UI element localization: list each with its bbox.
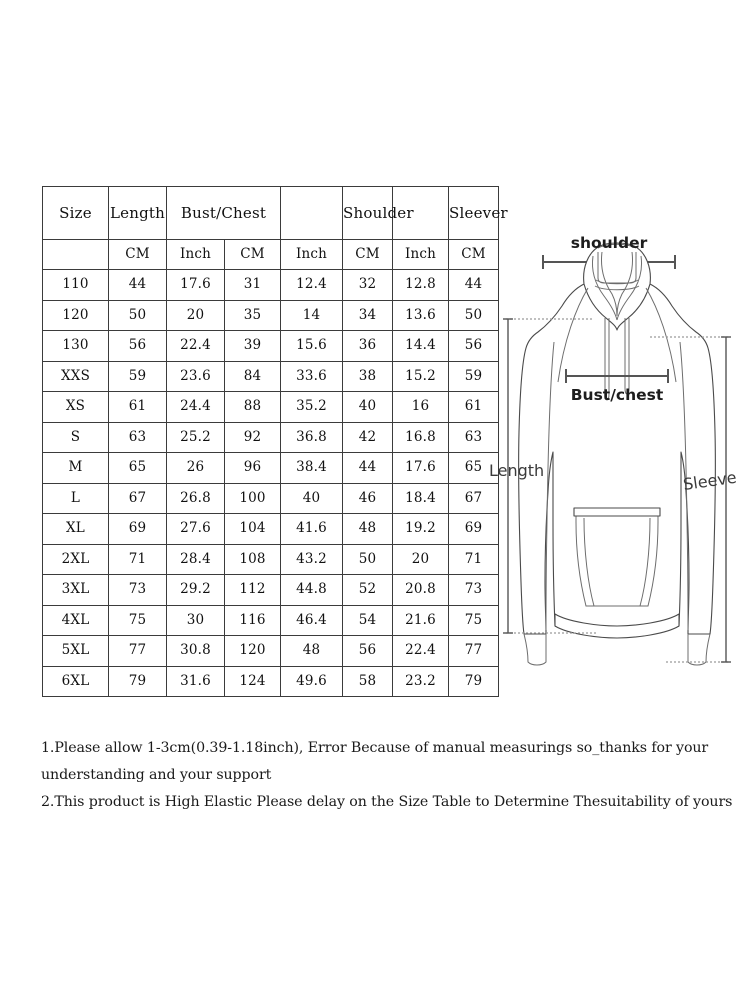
cell-shoulder-inch: 13.6 xyxy=(393,300,449,331)
length-label: Length xyxy=(489,461,545,480)
cell-sleever-cm: 50 xyxy=(449,300,499,331)
cell-shoulder-cm: 36 xyxy=(343,331,393,362)
footer-notes xyxy=(41,735,731,816)
cell-bust-inch: 35.2 xyxy=(281,392,343,423)
cell-shoulder-inch: 22.4 xyxy=(393,636,449,667)
cell-shoulder-cm: 42 xyxy=(343,422,393,453)
cell-bust-cm: 88 xyxy=(225,392,281,423)
table-row xyxy=(43,636,499,667)
table-row xyxy=(43,270,499,301)
cell-sleever-cm: 69 xyxy=(449,514,499,545)
unit-sleever-cm: CM xyxy=(449,240,499,270)
cell-length-inch: 27.6 xyxy=(167,514,225,545)
cell-bust-inch: 15.6 xyxy=(281,331,343,362)
cell-bust-cm: 84 xyxy=(225,361,281,392)
cell-size: 2XL xyxy=(43,544,109,575)
cell-length-inch: 29.2 xyxy=(167,575,225,606)
table-header-row xyxy=(43,187,499,240)
sleeve-label: Sleeve xyxy=(681,467,738,494)
cell-length-cm: 44 xyxy=(109,270,167,301)
cell-bust-cm: 120 xyxy=(225,636,281,667)
cell-sleever-cm: 77 xyxy=(449,636,499,667)
cell-sleever-cm: 65 xyxy=(449,453,499,484)
cell-shoulder-cm: 32 xyxy=(343,270,393,301)
cell-shoulder-cm: 38 xyxy=(343,361,393,392)
cell-length-inch: 20 xyxy=(167,300,225,331)
cell-shoulder-cm: 44 xyxy=(343,453,393,484)
table-row xyxy=(43,361,499,392)
cell-length-cm: 59 xyxy=(109,361,167,392)
table-row xyxy=(43,605,499,636)
cell-sleever-cm: 79 xyxy=(449,666,499,697)
column-header-length: Length xyxy=(109,187,167,240)
cell-shoulder-inch: 18.4 xyxy=(393,483,449,514)
size-chart-table xyxy=(42,186,508,697)
table-row xyxy=(43,514,499,545)
cell-length-cm: 75 xyxy=(109,605,167,636)
cell-shoulder-inch: 16 xyxy=(393,392,449,423)
bust-chest-label: Bust/chest xyxy=(570,386,664,404)
cell-sleever-cm: 59 xyxy=(449,361,499,392)
unit-bust-inch: Inch xyxy=(281,240,343,270)
cell-sleever-cm: 44 xyxy=(449,270,499,301)
cell-bust-cm: 35 xyxy=(225,300,281,331)
cell-length-cm: 77 xyxy=(109,636,167,667)
unit-shoulder-inch: Inch xyxy=(393,240,449,270)
cell-bust-inch: 14 xyxy=(281,300,343,331)
cell-bust-cm: 116 xyxy=(225,605,281,636)
table-row xyxy=(43,544,499,575)
cell-length-cm: 63 xyxy=(109,422,167,453)
column-header-sleever: Sleever xyxy=(449,187,499,240)
cell-bust-inch: 49.6 xyxy=(281,666,343,697)
cell-length-cm: 50 xyxy=(109,300,167,331)
cell-bust-inch: 33.6 xyxy=(281,361,343,392)
cell-shoulder-inch: 23.2 xyxy=(393,666,449,697)
column-header-shoulder: Shoulder xyxy=(343,187,393,240)
cell-bust-cm: 31 xyxy=(225,270,281,301)
cell-shoulder-inch: 12.8 xyxy=(393,270,449,301)
cell-shoulder-inch: 20.8 xyxy=(393,575,449,606)
note-line-1: 1.Please allow 1-3cm(0.39-1.18inch), Error Because of manual measurings so_thanks for your xyxy=(41,740,709,756)
cell-bust-inch: 41.6 xyxy=(281,514,343,545)
unit-length-inch: Inch xyxy=(167,240,225,270)
cell-shoulder-inch: 15.2 xyxy=(393,361,449,392)
cell-shoulder-cm: 52 xyxy=(343,575,393,606)
cell-shoulder-cm: 50 xyxy=(343,544,393,575)
column-header-bust-chest: Bust/Chest xyxy=(167,187,281,240)
table-unit-row xyxy=(43,240,499,270)
cell-size: 3XL xyxy=(43,575,109,606)
cell-length-inch: 26.8 xyxy=(167,483,225,514)
cell-bust-inch: 12.4 xyxy=(281,270,343,301)
cell-size: L xyxy=(43,483,109,514)
unit-size-blank xyxy=(43,240,109,270)
cell-size: XXS xyxy=(43,361,109,392)
cell-shoulder-inch: 16.8 xyxy=(393,422,449,453)
column-header-blank-1 xyxy=(281,187,343,240)
cell-shoulder-cm: 48 xyxy=(343,514,393,545)
cell-shoulder-inch: 17.6 xyxy=(393,453,449,484)
unit-shoulder-cm: CM xyxy=(343,240,393,270)
cell-sleever-cm: 73 xyxy=(449,575,499,606)
cell-shoulder-inch: 19.2 xyxy=(393,514,449,545)
cell-bust-cm: 104 xyxy=(225,514,281,545)
cell-bust-cm: 96 xyxy=(225,453,281,484)
cell-sleever-cm: 71 xyxy=(449,544,499,575)
cell-length-cm: 79 xyxy=(109,666,167,697)
cell-sleever-cm: 75 xyxy=(449,605,499,636)
cell-length-inch: 22.4 xyxy=(167,331,225,362)
cell-length-cm: 69 xyxy=(109,514,167,545)
cell-shoulder-cm: 58 xyxy=(343,666,393,697)
cell-length-cm: 65 xyxy=(109,453,167,484)
cell-size: XS xyxy=(43,392,109,423)
note-line-3: 2.This product is High Elastic Please delay on the Size Table to Determine Thesuitability of yours xyxy=(41,794,733,810)
cell-length-inch: 24.4 xyxy=(167,392,225,423)
cell-bust-cm: 100 xyxy=(225,483,281,514)
cell-sleever-cm: 56 xyxy=(449,331,499,362)
cell-size: XL xyxy=(43,514,109,545)
cell-bust-inch: 38.4 xyxy=(281,453,343,484)
cell-length-inch: 17.6 xyxy=(167,270,225,301)
cell-length-cm: 73 xyxy=(109,575,167,606)
note-line-2: understanding and your support xyxy=(41,767,272,783)
cell-bust-inch: 40 xyxy=(281,483,343,514)
cell-length-cm: 56 xyxy=(109,331,167,362)
table-row xyxy=(43,483,499,514)
cell-length-inch: 30.8 xyxy=(167,636,225,667)
unit-bust-cm: CM xyxy=(225,240,281,270)
cell-shoulder-inch: 20 xyxy=(393,544,449,575)
table-row xyxy=(43,666,499,697)
cell-bust-inch: 43.2 xyxy=(281,544,343,575)
cell-length-inch: 28.4 xyxy=(167,544,225,575)
cell-bust-inch: 46.4 xyxy=(281,605,343,636)
cell-size: 5XL xyxy=(43,636,109,667)
cell-size: S xyxy=(43,422,109,453)
cell-bust-cm: 124 xyxy=(225,666,281,697)
table-row xyxy=(43,392,499,423)
cell-shoulder-cm: 40 xyxy=(343,392,393,423)
cell-length-cm: 61 xyxy=(109,392,167,423)
cell-length-inch: 31.6 xyxy=(167,666,225,697)
cell-sleever-cm: 63 xyxy=(449,422,499,453)
cell-bust-cm: 112 xyxy=(225,575,281,606)
cell-shoulder-inch: 14.4 xyxy=(393,331,449,362)
cell-length-inch: 26 xyxy=(167,453,225,484)
cell-length-inch: 25.2 xyxy=(167,422,225,453)
cell-bust-inch: 36.8 xyxy=(281,422,343,453)
cell-bust-inch: 44.8 xyxy=(281,575,343,606)
cell-size: M xyxy=(43,453,109,484)
cell-length-cm: 71 xyxy=(109,544,167,575)
table-row xyxy=(43,331,499,362)
table-row xyxy=(43,300,499,331)
table-row xyxy=(43,453,499,484)
cell-size: 120 xyxy=(43,300,109,331)
cell-sleever-cm: 67 xyxy=(449,483,499,514)
cell-size: 6XL xyxy=(43,666,109,697)
cell-shoulder-cm: 34 xyxy=(343,300,393,331)
cell-shoulder-cm: 46 xyxy=(343,483,393,514)
cell-shoulder-inch: 21.6 xyxy=(393,605,449,636)
cell-sleever-cm: 61 xyxy=(449,392,499,423)
cell-shoulder-cm: 56 xyxy=(343,636,393,667)
cell-bust-cm: 108 xyxy=(225,544,281,575)
cell-shoulder-cm: 54 xyxy=(343,605,393,636)
cell-size: 130 xyxy=(43,331,109,362)
cell-bust-cm: 39 xyxy=(225,331,281,362)
cell-length-inch: 30 xyxy=(167,605,225,636)
cell-bust-inch: 48 xyxy=(281,636,343,667)
cell-size: 110 xyxy=(43,270,109,301)
hoodie-measurement-diagram xyxy=(488,222,746,702)
cell-length-cm: 67 xyxy=(109,483,167,514)
table-row xyxy=(43,575,499,606)
cell-length-inch: 23.6 xyxy=(167,361,225,392)
shoulder-label: shoulder xyxy=(570,234,648,252)
column-header-size: Size xyxy=(43,187,109,240)
cell-bust-cm: 92 xyxy=(225,422,281,453)
hoodie-outline xyxy=(519,243,716,665)
size-chart-table-container xyxy=(42,186,508,697)
table-row xyxy=(43,422,499,453)
unit-length-cm: CM xyxy=(109,240,167,270)
cell-size: 4XL xyxy=(43,605,109,636)
